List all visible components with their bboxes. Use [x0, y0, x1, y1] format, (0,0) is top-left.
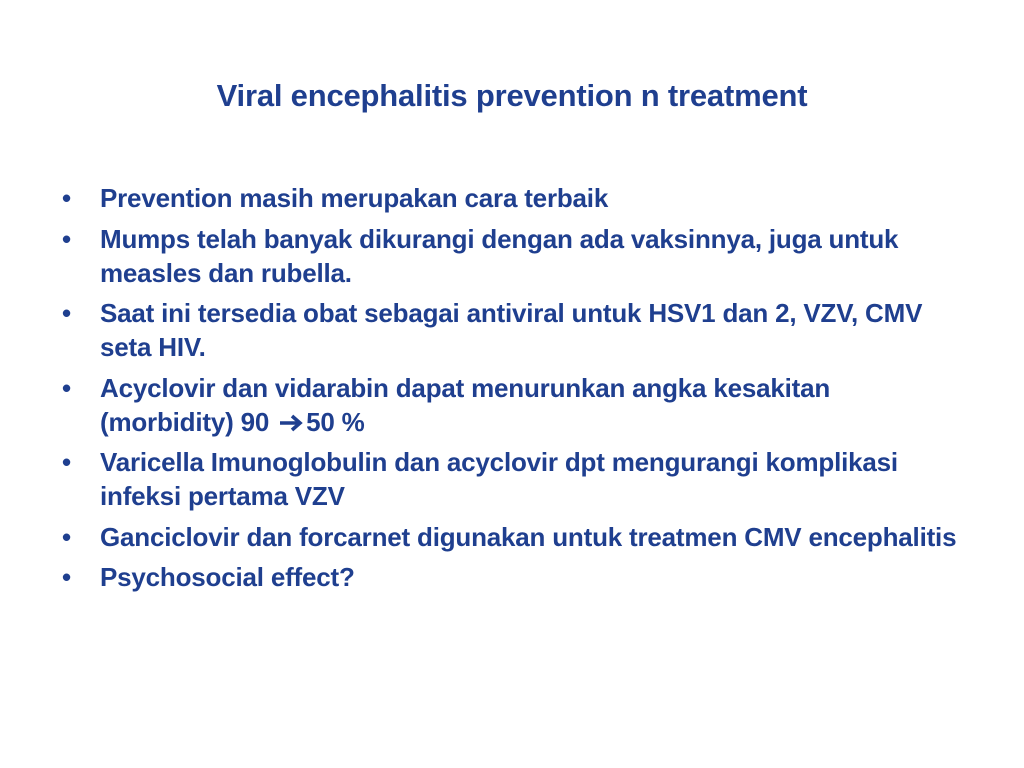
right-arrow-icon: [279, 414, 305, 432]
bullet-marker: •: [62, 372, 71, 403]
slide-title: Viral encephalitis prevention n treatment: [216, 78, 808, 113]
bullet-marker: •: [62, 521, 71, 552]
bullet-item-psychosocial: [62, 560, 967, 594]
bullet-text: Mumps telah banyak dikurangi dengan ada vaksinnya, juga untuk measles dan rubella.: [100, 223, 899, 288]
bullet-marker: •: [62, 298, 71, 328]
bullet-text: Prevention masih merupakan cara terbaik: [100, 183, 609, 213]
bullet-text: Varicella Imunoglobulin dan acyclovir dpt mengurangi komplikasi infeksi pertama VZV: [100, 447, 898, 511]
bullet-marker: •: [62, 183, 71, 213]
bullet-marker: •: [62, 447, 71, 477]
bullet-text: Ganciclovir dan forcarnet digunakan untuk treatmen CMV encephalitis: [100, 521, 957, 552]
bullet-item-prevention: [62, 181, 967, 215]
bullet-item-mumps: [62, 222, 967, 290]
bullet-item-antiviral: [62, 296, 967, 364]
bullet-marker: •: [62, 223, 71, 254]
bullet-marker: •: [62, 562, 71, 592]
bullet-list: [62, 181, 967, 601]
bullet-item-varicella: [62, 445, 967, 513]
bullet-text-after-arrow: 50 %: [306, 406, 365, 437]
bullet-item-ganciclovir: [62, 520, 967, 554]
bullet-text: Saat ini tersedia obat sebagai antiviral untuk HSV1 dan 2, VZV, CMV seta HIV.: [100, 298, 923, 362]
bullet-text-before-arrow: Acyclovir dan vidarabin dapat menurunkan angka kesakitan (morbidity) 90: [100, 372, 831, 437]
bullet-text: Psychosocial effect?: [100, 562, 355, 592]
bullet-item-acyclovir: [62, 371, 967, 439]
